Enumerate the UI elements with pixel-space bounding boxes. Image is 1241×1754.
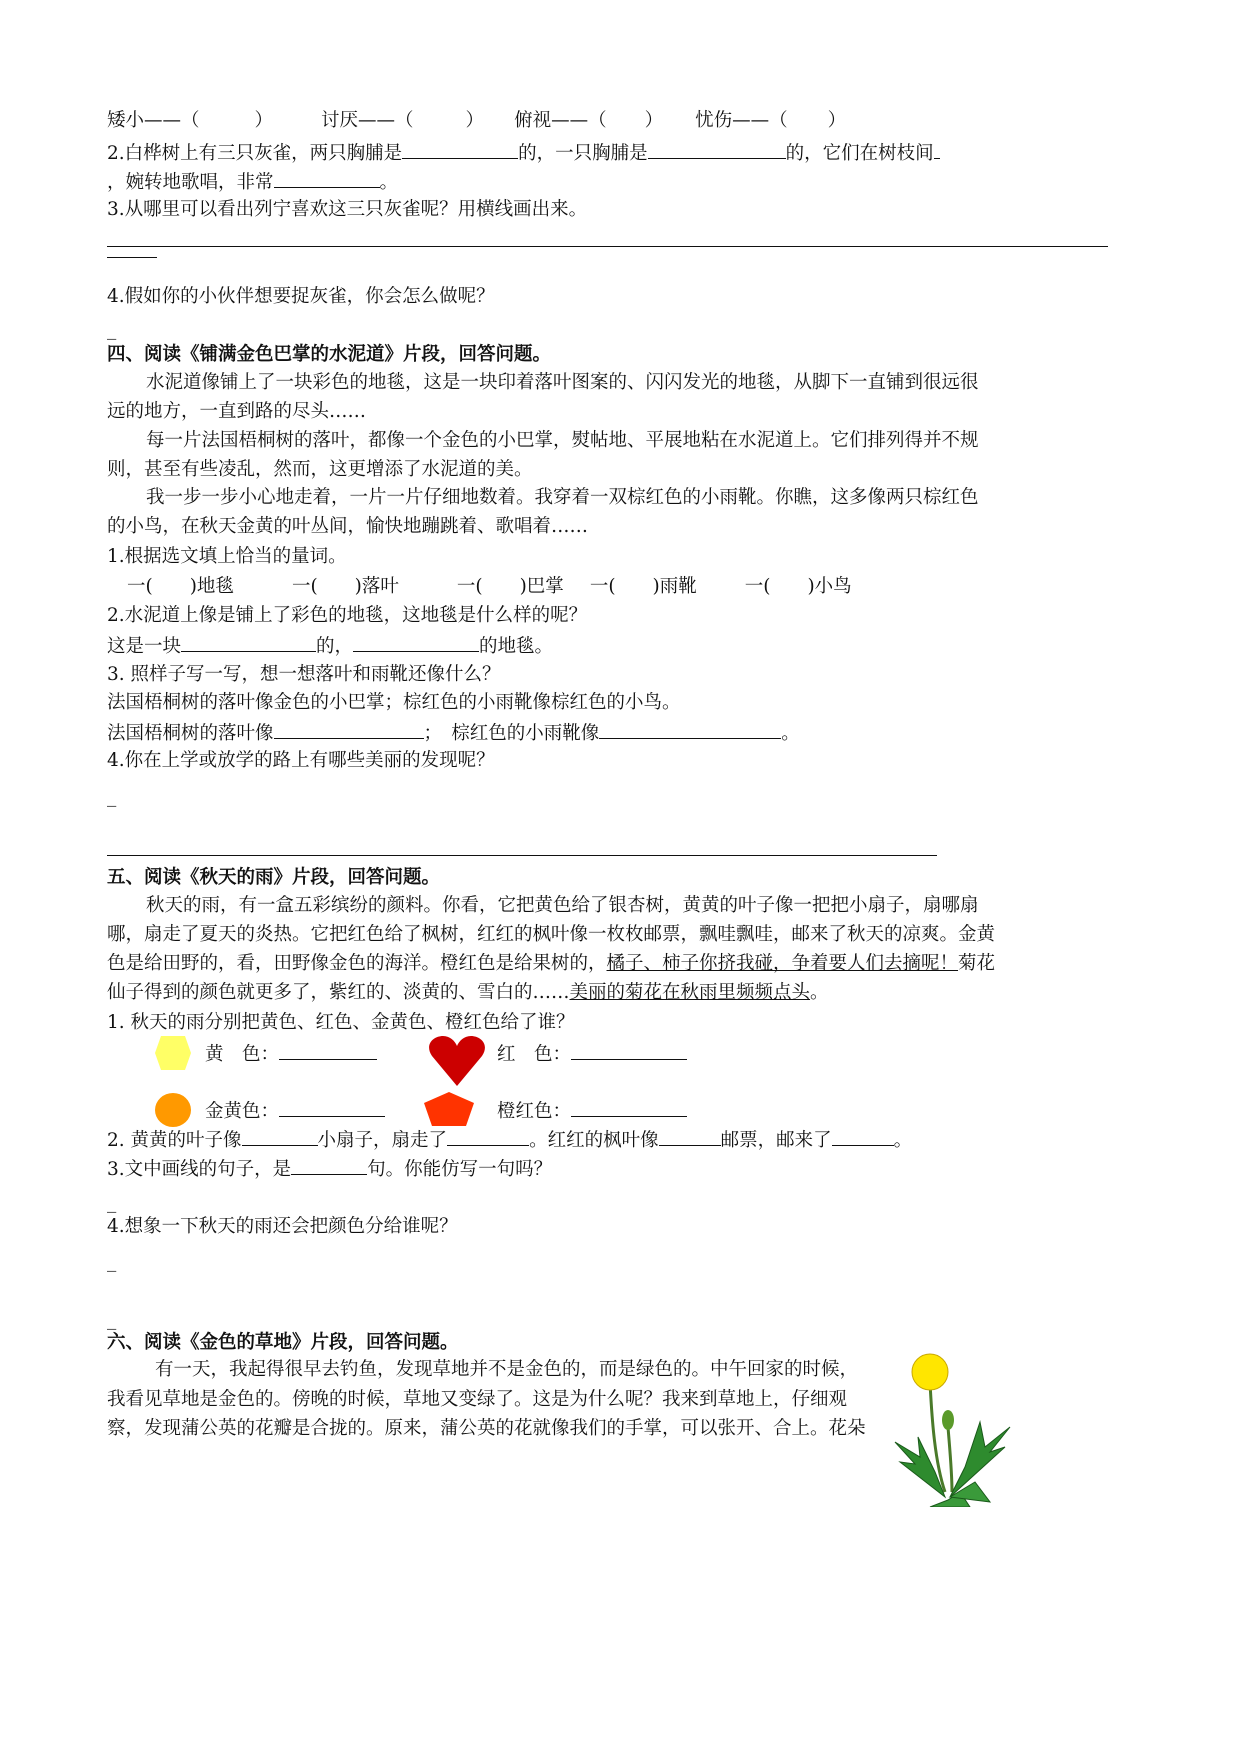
- text: 黄 色：: [205, 1044, 280, 1065]
- text: 忧伤——（: [695, 110, 788, 131]
- answer-blank[interactable]: [934, 140, 940, 159]
- answer-line[interactable]: [107, 257, 157, 258]
- text: 。: [379, 172, 399, 193]
- text: 。: [781, 723, 800, 744]
- underlined-sentence: 美丽的菊花在秋雨里频频点头: [569, 982, 811, 1003]
- text: ）: [465, 110, 485, 131]
- answer-line[interactable]: [107, 855, 937, 856]
- text: 色是给田野的，看，田野像金色的海洋。橙红色是给果树的，: [107, 953, 607, 974]
- text: 。: [893, 1130, 913, 1151]
- question-3: 3.从哪里可以看出列宁喜欢这三只灰雀呢？用横线画出来。: [107, 199, 588, 220]
- text: 的，: [316, 636, 354, 657]
- text: 邮票，邮来了: [720, 1130, 832, 1151]
- section-5-heading: 五、阅读《秋天的雨》片段，回答问题。: [107, 867, 441, 888]
- question-2-answer: [107, 633, 553, 659]
- text: 橙红色：: [497, 1101, 572, 1122]
- text: 2.白桦树上有三只灰雀，两只胸脯是: [107, 143, 403, 164]
- passage-line: 我看见草地是金色的。傍晚的时候，草地又变绿了。这是为什么呢？我来到草地上，仔细观: [107, 1389, 848, 1410]
- text: 一( )小鸟: [744, 576, 852, 597]
- question-1: 1.根据选文填上恰当的量词。: [107, 546, 347, 567]
- passage-line: 我一步一步小心地走着，一片一片仔细地数着。我穿着一双棕红色的小雨靴。你瞧，这多像两只棕红色: [146, 487, 979, 508]
- answer-mark[interactable]: _: [107, 319, 117, 340]
- red-pentagon-icon: [424, 1092, 474, 1126]
- answer-blank[interactable]: [832, 1127, 894, 1146]
- answer-blank[interactable]: [571, 1098, 687, 1117]
- text: 讨厌——（: [321, 110, 414, 131]
- passage-line: 秋天的雨，有一盒五彩缤纷的颜料。你看，它把黄色给了银杏树，黄黄的叶子像一把把小扇子，扇哪扇: [146, 895, 979, 916]
- passage-line: 哪，扇走了夏天的炎热。它把红色给了枫树，红红的枫叶像一枚枚邮票，飘哇飘哇，邮来了秋天的凉爽。金黄: [107, 924, 996, 945]
- text: 的，它们在树枝间: [785, 143, 934, 164]
- answer-mark[interactable]: _: [107, 786, 117, 807]
- section-6-heading: 六、阅读《金色的草地》片段，回答问题。: [107, 1332, 459, 1353]
- passage-line: 每一片法国梧桐树的落叶，都像一个金色的小巴掌，熨帖地、平展地粘在水泥道上。它们排列得并不规: [146, 430, 979, 451]
- text: 一( )落叶: [291, 576, 399, 597]
- text: ）: [644, 110, 664, 131]
- answer-blank[interactable]: [447, 1127, 529, 1146]
- question-2: [107, 1127, 912, 1153]
- text: 俯视——（: [514, 110, 607, 131]
- text: 菊花: [958, 953, 996, 974]
- passage-line: [107, 952, 995, 976]
- answer-mark[interactable]: _: [107, 1192, 117, 1213]
- text: 3.文中画线的句子，是: [107, 1159, 292, 1180]
- orange-circle-icon: [155, 1092, 191, 1128]
- section-4-heading: 四、阅读《铺满金色巴掌的水泥道》片段，回答问题。: [107, 344, 552, 365]
- answer-blank[interactable]: [291, 1156, 367, 1175]
- answer-blank[interactable]: [279, 1098, 385, 1117]
- answer-blank[interactable]: [648, 140, 786, 159]
- answer-blank[interactable]: [353, 633, 479, 652]
- text: 一( )地毯: [127, 576, 234, 597]
- question-4: 4.想象一下秋天的雨还会把颜色分给谁呢？: [107, 1216, 458, 1237]
- answer-blank[interactable]: [659, 1127, 721, 1146]
- text: 仙子得到的颜色就更多了，紫红的、淡黄的、雪白的……: [107, 982, 570, 1003]
- antonym-row: [107, 109, 846, 133]
- text: 。: [810, 982, 829, 1003]
- passage-line: 则，甚至有些凌乱，然而，这更增添了水泥道的美。: [107, 459, 533, 480]
- passage-line: [107, 981, 829, 1005]
- question-2: 2.水泥道上像是铺上了彩色的地毯，这地毯是什么样的呢？: [107, 605, 588, 626]
- measure-word-row: [127, 575, 852, 599]
- text: 的，一只胸脯是: [518, 143, 648, 164]
- text: 的地毯。: [479, 636, 554, 657]
- passage-line: 有一天，我起得很早去钓鱼，发现草地并不是金色的，而是绿色的。中午回家的时候，: [155, 1359, 859, 1380]
- answer-blank[interactable]: [279, 1041, 377, 1060]
- text: 一( )巴掌: [456, 576, 564, 597]
- passage-line: 察，发现蒲公英的花瓣是合拢的。原来，蒲公英的花就像我们的手掌，可以张开、合上。花朵: [107, 1418, 866, 1439]
- answer-blank[interactable]: [274, 720, 424, 739]
- text: ，婉转地歌唱，非常: [107, 172, 274, 193]
- text: ； 棕红色的小雨靴像: [423, 723, 600, 744]
- text: 法国梧桐树的落叶像: [107, 723, 274, 744]
- text: 金黄色：: [205, 1101, 280, 1122]
- yellow-hexagon-icon: [155, 1036, 191, 1070]
- text: ）: [254, 110, 274, 131]
- answer-line[interactable]: [107, 246, 1108, 247]
- color-answer-gold: [205, 1098, 385, 1124]
- text: 。红红的枫叶像: [529, 1130, 659, 1151]
- text: 这是一块: [107, 636, 182, 657]
- answer-blank[interactable]: [274, 169, 380, 188]
- red-heart-icon: [428, 1036, 486, 1086]
- text: 红 色：: [497, 1044, 572, 1065]
- answer-blank[interactable]: [599, 720, 781, 739]
- text: 矮小——（: [107, 110, 200, 131]
- answer-blank[interactable]: [181, 633, 316, 652]
- text: 句。你能仿写一句吗？: [367, 1159, 553, 1180]
- question-4: 4.假如你的小伙伴想要捉灰雀，你会怎么做呢？: [107, 286, 495, 307]
- text: 2. 黄黄的叶子像: [107, 1130, 242, 1151]
- question-3: 3. 照样子写一写，想一想落叶和雨靴还像什么？: [107, 664, 501, 685]
- underlined-sentence: 橘子、柿子你挤我碰，争着要人们去摘呢！: [606, 953, 959, 974]
- color-answer-red: [497, 1041, 687, 1067]
- question-4: 4.你在上学或放学的路上有哪些美丽的发现呢？: [107, 750, 495, 771]
- answer-mark[interactable]: _: [107, 1251, 117, 1272]
- question-2: [107, 140, 940, 166]
- text: ）: [827, 110, 847, 131]
- answer-blank[interactable]: [242, 1127, 318, 1146]
- color-answer-yellow: [205, 1041, 377, 1067]
- answer-blank[interactable]: [571, 1041, 687, 1060]
- question-2-cont: [107, 169, 398, 195]
- example: 法国梧桐树的落叶像金色的小巴掌；棕红色的小雨靴像棕红色的小鸟。: [107, 692, 681, 713]
- question-3-answer: [107, 720, 800, 746]
- passage-line: 远的地方，一直到路的尽头……: [107, 401, 367, 422]
- text: 小扇子，扇走了: [317, 1130, 448, 1151]
- passage-line: 水泥道像铺上了一块彩色的地毯，这是一块印着落叶图案的、闪闪发光的地毯，从脚下一直铺到很远很: [146, 372, 979, 393]
- answer-mark[interactable]: _: [107, 1309, 117, 1330]
- dandelion-illustration: [890, 1352, 1018, 1507]
- color-answer-orange-red: [497, 1098, 687, 1124]
- text: 一( )雨靴: [589, 576, 697, 597]
- question-1: 1. 秋天的雨分别把黄色、红色、金黄色、橙红色给了谁？: [107, 1012, 575, 1033]
- answer-blank[interactable]: [402, 140, 518, 159]
- question-3: [107, 1156, 552, 1182]
- passage-line: 的小鸟，在秋天金黄的叶丛间，愉快地蹦跳着、歌唱着……: [107, 516, 589, 537]
